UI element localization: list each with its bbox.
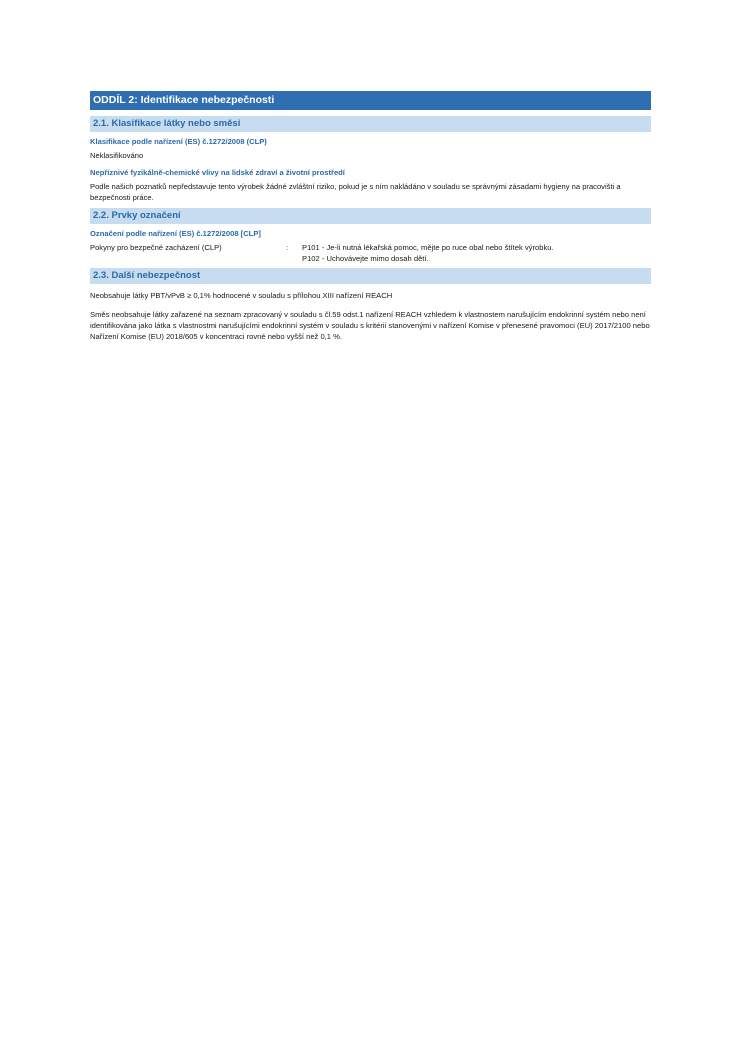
adverse-effects-text: Podle našich poznatků nepředstavuje tento výrobek žádné zvláštní riziko, pokud je s ním nakládáno v souladu se správnými zásadami hygieny na pracovišti a bezpečnosti práce.	[90, 182, 621, 202]
section-header: ODDÍL 2: Identifikace nebezpečnosti	[90, 91, 651, 110]
endocrine-disruptor-text: Směs neobsahuje látky zařazené na seznam zpracovaný v souladu s čl.59 odst.1 nařízení REACH vzhledem k vlastnostem narušujícím endokrinní systém nebo není identifikována jako látka s vlastnostmi narušujícími endokrinní systém v souladu s kritérii stanovenými v nařízení Komise v přenesené pravomoci (EU) 2017/2100 nebo Nařízení Komise (EU) 2018/605 v koncentraci rovné nebo vyšší než 0,1 %.	[90, 310, 650, 341]
clp-classification-value: Neklasifikováno	[90, 151, 144, 160]
pbt-vpvb-text: Neobsahuje látky PBT/vPvB ≥ 0,1% hodnocené v souladu s přílohou XIII nařízení REACH	[90, 291, 393, 300]
label-elements-heading: Označení podle nařízení (ES) č.1272/2008 [CLP]	[90, 229, 261, 238]
precautionary-statements-list	[302, 242, 651, 264]
subsection-header-2-2: 2.2. Prvky označení	[90, 208, 651, 224]
subsection-header-2-3: 2.3. Další nebezpečnost	[90, 268, 651, 284]
subsection-header-2-1: 2.1. Klasifikace látky nebo směsi	[90, 116, 651, 132]
row-separator: :	[286, 243, 289, 252]
precautionary-statement: P101 - Je-li nutná lékařská pomoc, mějte po ruce obal nebo štítek výrobku.	[302, 243, 554, 252]
precautionary-statements-label: Pokyny pro bezpečné zacházení (CLP)	[90, 243, 222, 252]
adverse-effects-heading: Nepříznivé fyzikálně-chemické vlivy na lidské zdraví a životní prostředí	[90, 168, 345, 177]
sds-section-2	[90, 91, 651, 342]
clp-classification-heading: Klasifikace podle nařízení (ES) č.1272/2008 (CLP)	[90, 137, 267, 146]
precautionary-statement: P102 - Uchovávejte mimo dosah dětí.	[302, 254, 429, 263]
precautionary-statements-row	[90, 242, 651, 264]
